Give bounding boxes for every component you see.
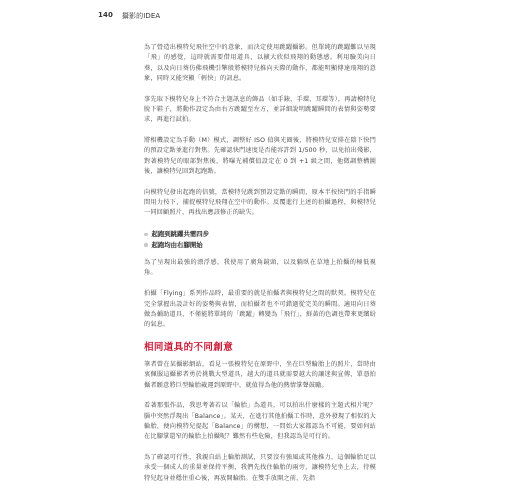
bullet-icon bbox=[144, 233, 148, 237]
paragraph: 為了呈現出最強的漂浮感，我使用了廣角鏡頭，以及躺臥在草地上拍攝的極低視角。 bbox=[144, 259, 376, 277]
bullet-text: 起跑均由右腳開始 bbox=[151, 240, 203, 249]
bullet-item bbox=[144, 229, 376, 240]
body-text bbox=[144, 43, 376, 494]
paragraph: 事先取下模特兒身上不符合主題訊息的飾品（如手錶、手環、耳環等），再請模特兒脫下鞋子，將動作設定為由右方跳躍至左方，並詳細說明跳躍瞬間的表情與姿勢要求，再進行試拍。 bbox=[144, 95, 376, 124]
bullet-item bbox=[144, 240, 376, 251]
bullet-icon bbox=[144, 243, 148, 247]
bullet-text: 起跑到跳躍共需四步 bbox=[151, 230, 210, 239]
paragraph: 將相機設定為手動（M）模式，調整好 ISO 值與光圈後，將模特兒安排在陰下快門的預設定點並進行對焦。先確認快門速度是否能容許到 1/500 秒，以免拍出殘影，對著模特兒的眼部對焦後，將曝光補償值設定在 0 到 +1 級之間，他微調整構圖後，讓模特兒回到起跑點。 bbox=[144, 137, 376, 175]
paragraph: 為了營造出模特兒飛往空中的意象，而決定使用跳躍攝影。但單純的跳躍難以呈現「飛」的感覺，這時就需要借用道具，以擴大欣似飛翔的動態感。利用驗美向日葵，以及向日葵仿佛飛機引擎般將模特兒推向天際的動作，都能明顯傳達飛翔的意象，同時又能突顯「輕快」的訊息。 bbox=[144, 44, 376, 82]
paragraph: 為了確認可行性，我親自站上輪胎測試，只要沒有強風或其他推力，這個輪胎足以承受一個成人的重量並保持平衡，我們先找住輪胎的兩旁，讓模特兒坐上去，待模特兒起身並穩住重心後，再放開輪胎。在雙手放開之前，先指 bbox=[144, 454, 376, 482]
book-title: 攝影的IDEA bbox=[121, 12, 161, 20]
section-heading: 相同道具的不同創意 bbox=[144, 341, 234, 353]
paragraph: 筆者曾在某攝影網站，看見一張模特兒在原野中，坐在巨型輪胎上的照片，當時由衷佩服這攝影者勇於挑戰大型道具，越大的道具就需要越大的讓迷與宣傳，單憑拍攝者願意將巨型輪胎載運到原野中，就值得為他的熱情掌聲鼓勵。 bbox=[144, 360, 376, 389]
page-number: 140 bbox=[98, 11, 113, 19]
paragraph: 拍攝「Flying」系列作品時，最重要的就是拍攝者與模特兒之間的默契。模特兒在完全掌握出設計好的姿勢與表情，而拍攝者也不可錯過從完美的瞬間。適用向日葵做為輔助道具，不僅能將單純的「跳躍」轉變為「飛行」，鮮黃的色調也帶來更繽紛的氣息。 bbox=[144, 290, 376, 329]
bullet-list bbox=[144, 229, 376, 250]
running-header bbox=[98, 11, 160, 21]
paragraph: 向模特兒發出起跑的信號，當模特兒跳到預設定點的瞬間，原本半按快門的手指瞬間用力按下，捕捉模特兒飛翔在空中的動作。反覆進行上述的拍攝過程，與模特兒一同回顧照片，再找出應該修正的缺失。 bbox=[144, 188, 376, 217]
paragraph: 看著那張作品，我思考著若以「輪胎」為道具，可以拍出什麼樣的主題式相片呢？腦中突然浮現出「Balance」。某天，在進行其他拍攝工作時，意外發現了相似的大輪胎，便向模特兒提起「Balance」的構想，一問始大家都認為不可能，要如何站在比腳掌還窄的輪胎上拍攝呢？難然有些危險，但我認為是可行的。 bbox=[144, 402, 376, 441]
